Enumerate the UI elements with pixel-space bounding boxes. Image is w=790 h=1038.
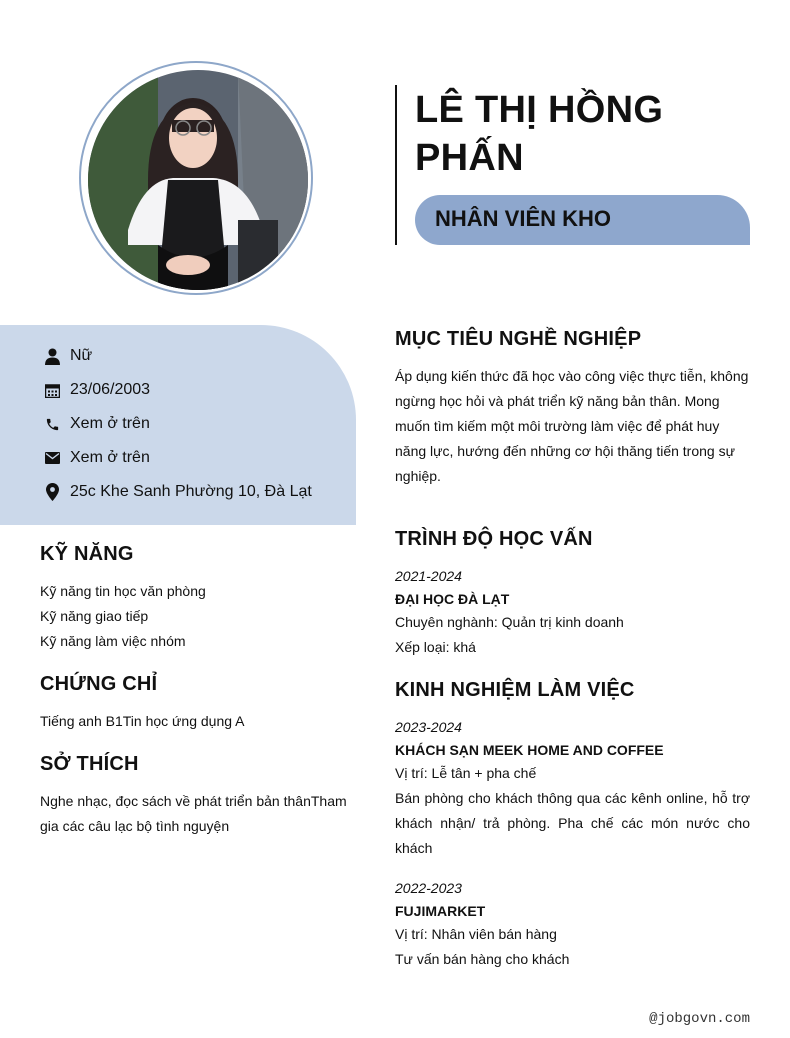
job-description: Bán phòng cho khách thông qua các kênh online, hỗ trợ khách nhận/ trả phòng. Pha chế các món nước cho khách xyxy=(395,790,750,856)
job-date: 2023-2024 xyxy=(395,719,462,735)
skill-item: Kỹ năng giao tiếp xyxy=(40,608,149,624)
education-heading: TRÌNH ĐỘ HỌC VẤN xyxy=(395,528,593,550)
hobbies-text: Nghe nhạc, đọc sách về phát triển bản thânTham gia các câu lạc bộ tình nguyện xyxy=(40,793,347,834)
full-name: LÊ THỊ HỒNG PHẤN xyxy=(415,89,664,179)
name-divider xyxy=(395,85,397,245)
location-pin-icon xyxy=(44,484,61,501)
job-description: Tư vấn bán hàng cho khách xyxy=(395,951,570,967)
contact-birthday xyxy=(44,378,150,402)
job-title-badge: NHÂN VIÊN KHO xyxy=(415,195,750,245)
experience-heading: KINH NGHIỆM LÀM VIỆC xyxy=(395,679,635,701)
education-school: ĐẠI HỌC ĐÀ LẠT xyxy=(395,591,510,607)
job-company: KHÁCH SẠN MEEK HOME AND COFFEE xyxy=(395,742,664,758)
contact-phone xyxy=(44,412,150,436)
watermark: @jobgovn.com xyxy=(649,1011,750,1027)
skill-item: Kỹ năng tin học văn phòng xyxy=(40,583,206,599)
calendar-icon xyxy=(44,382,61,399)
skill-item: Kỹ năng làm việc nhóm xyxy=(40,633,186,649)
certificates-text: Tiếng anh B1Tin học ứng dụng A xyxy=(40,713,245,729)
hobbies-heading: SỞ THÍCH xyxy=(40,753,139,775)
mail-icon xyxy=(44,450,61,467)
objective-text: Áp dụng kiến thức đã học vào công việc thực tiễn, không ngừng học hỏi và phát triển kỹ năng bản thân. Mong muốn tìm kiếm một môi trường làm việc để phát huy năng lực, hướng đến những cơ hội thăng tiến trong sự nghiệp. xyxy=(395,368,749,484)
skills-heading: KỸ NĂNG xyxy=(40,543,134,565)
contact-address xyxy=(44,480,312,504)
profile-photo xyxy=(88,70,308,290)
objective-heading: MỤC TIÊU NGHỀ NGHIỆP xyxy=(395,328,642,350)
job-date: 2022-2023 xyxy=(395,880,462,896)
contact-gender-text: Nữ xyxy=(70,347,93,364)
job-position: Vị trí: Lễ tân + pha chế xyxy=(395,765,537,781)
job-company: FUJIMARKET xyxy=(395,903,486,919)
person-icon xyxy=(44,348,61,365)
job-position: Vị trí: Nhân viên bán hàng xyxy=(395,926,557,942)
contact-phone-text: Xem ở trên xyxy=(70,415,150,432)
contact-gender xyxy=(44,344,92,368)
contact-email-text: Xem ở trên xyxy=(70,449,150,466)
education-grade: Xếp loại: khá xyxy=(395,639,476,655)
certificates-heading: CHỨNG CHỈ xyxy=(40,673,158,695)
education-date: 2021-2024 xyxy=(395,568,462,584)
contact-address-text: 25c Khe Sanh Phường 10, Đà Lạt xyxy=(70,483,312,500)
education-major: Chuyên nghành: Quản trị kinh doanh xyxy=(395,614,624,630)
contact-birthday-text: 23/06/2003 xyxy=(70,381,151,398)
phone-icon xyxy=(44,416,61,433)
contact-email xyxy=(44,446,150,470)
